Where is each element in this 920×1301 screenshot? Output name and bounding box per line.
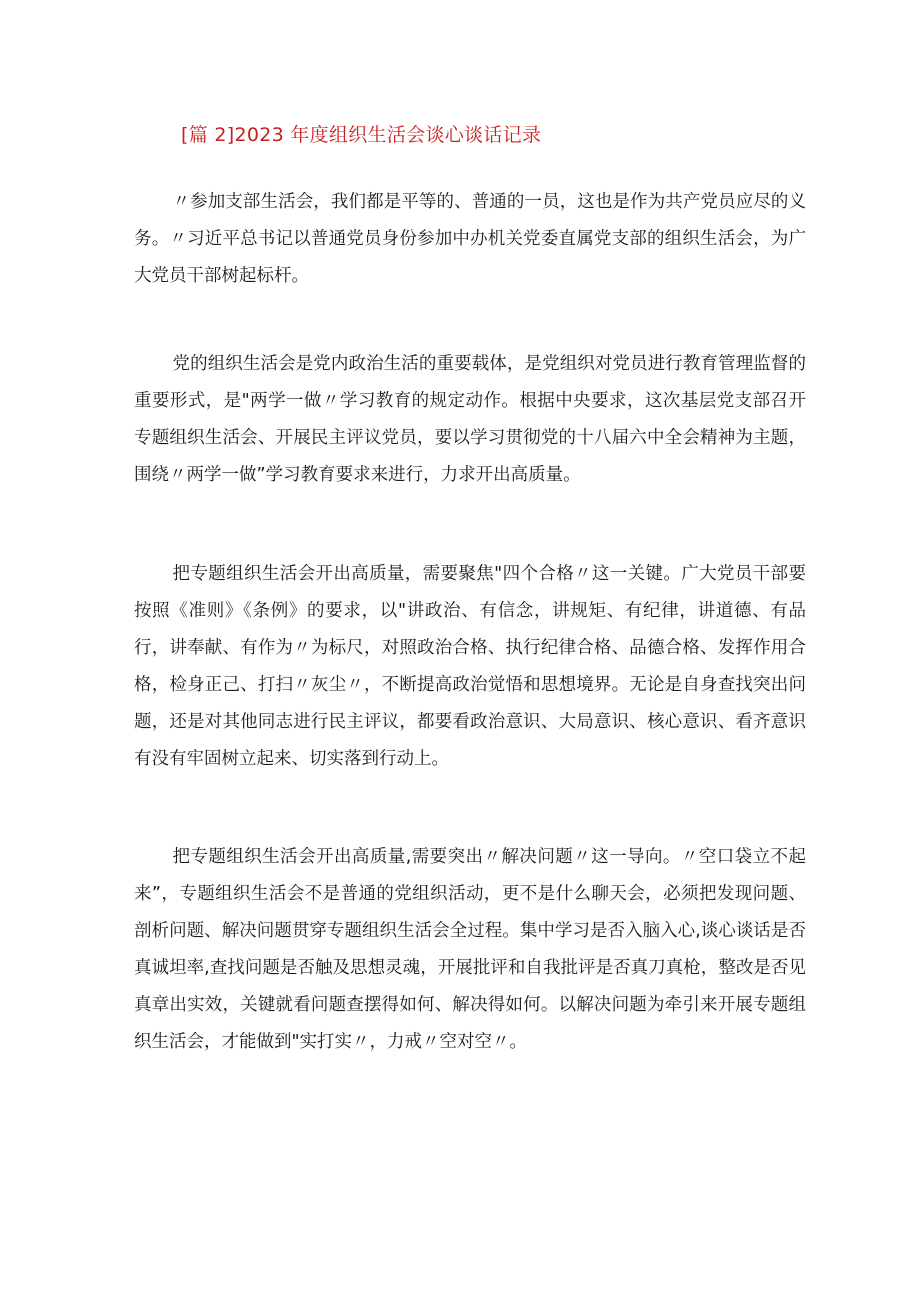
paragraph-3: 把专题组织生活会开出高质量，需要聚焦"四个合格〃这一关键。广大党员干部要按照《准则》《条例》的要求，以"讲政治、有信念，讲规矩、有纪律，讲道德、有品行，讲奉献、有作为〃为标尺，对照政治合格、执行纪律合格、品德合格、发挥作用合格，检身正己、打扫〃灰尘〃，不断提高政治觉悟和思想境界。无论是自身查找突出问题，还是对其他同志进行民主评议，都要看政治意识、大局意识、核心意识、看齐意识有没有牢固树立起来、切实落到行动上。 (134, 564, 806, 769)
document-title: [篇 2]2023 年度组织生活会谈心谈话记录 (181, 124, 542, 146)
paragraph-2: 党的组织生活会是党内政治生活的重要载体，是党组织对党员进行教育管理监督的重要形式，是"两学一做〃学习教育的规定动作。根据中央要求，这次基层党支部召开专题组织生活会、开展民主评议党员，要以学习贯彻党的十八届六中全会精神为主题，围绕〃两学一做”学习教育要求来进行，力求开出高质量。 (134, 354, 806, 485)
paragraph-4: 把专题组织生活会开出高质量,需要突出〃解决问题〃这一导向。〃空口袋立不起来”，专题组织生活会不是普通的党组织活动，更不是什么聊天会，必须把发现问题、剖析问题、解决问题贯穿专题组织生活会全过程。集中学习是否入脑入心,谈心谈话是否真诚坦率,查找问题是否触及思想灵魂，开展批评和自我批评是否真刀真枪，整改是否见真章出实效，关键就看问题查摆得如何、解决得如何。以解决问题为牵引来开展专题组织生活会，才能做到"实打实〃，力戒〃空对空〃。 (134, 847, 806, 1052)
paragraph-1: 〃参加支部生活会，我们都是平等的、普通的一员，这也是作为共产党员应尽的义务。〃习近平总书记以普通党员身份参加中办机关党委直属党支部的组织生活会，为广大党员干部树起标杆。 (134, 192, 806, 286)
